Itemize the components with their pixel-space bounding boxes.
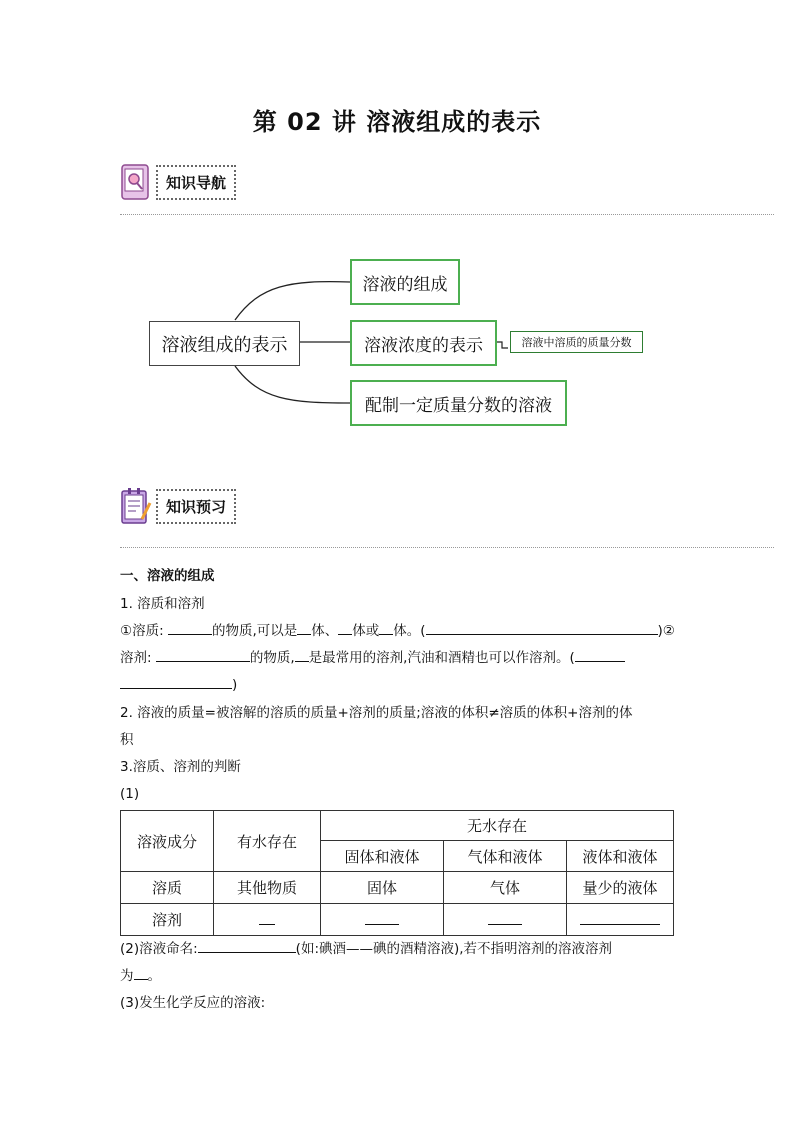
text: 体或 bbox=[352, 623, 380, 639]
blank[interactable] bbox=[338, 620, 352, 635]
text: (2)溶液命名: bbox=[120, 941, 198, 957]
table-cell-blank[interactable] bbox=[444, 904, 567, 936]
table-cell-blank[interactable] bbox=[214, 904, 321, 936]
item-solute-solvent: 1. 溶质和溶剂 bbox=[120, 596, 205, 612]
magnifier-book-icon bbox=[120, 163, 152, 201]
text: 体。( bbox=[393, 623, 426, 639]
mindmap-subbranch-mass-fraction: 溶液中溶质的质量分数 bbox=[510, 331, 643, 353]
table-header-liquid-liquid: 液体和液体 bbox=[567, 841, 674, 872]
table-cell-blank[interactable] bbox=[567, 904, 674, 936]
blank[interactable] bbox=[295, 647, 309, 662]
item-judgement: 3.溶质、溶剂的判断 bbox=[120, 759, 241, 775]
mindmap-branch-composition: 溶液的组成 bbox=[350, 259, 460, 305]
table-header-gas-liquid: 气体和液体 bbox=[444, 841, 567, 872]
divider bbox=[120, 547, 774, 548]
table-header-nowater: 无水存在 bbox=[321, 811, 674, 841]
text: 。 bbox=[147, 968, 161, 984]
section-nav-label: 知识导航 bbox=[156, 165, 236, 200]
text: )② bbox=[657, 623, 675, 639]
table-cell-solvent-label: 溶剂 bbox=[121, 904, 214, 936]
line-solvent bbox=[120, 647, 625, 669]
table-cell: 其他物质 bbox=[214, 872, 321, 904]
divider bbox=[120, 214, 774, 215]
table-header-water: 有水存在 bbox=[214, 811, 321, 872]
text: 的物质, bbox=[249, 650, 295, 666]
solute-solvent-table bbox=[120, 810, 674, 936]
text: 体、 bbox=[311, 623, 339, 639]
blank[interactable] bbox=[120, 674, 232, 689]
section-preview-label: 知识预习 bbox=[156, 489, 236, 524]
subitem-2-cont bbox=[120, 965, 161, 987]
line-solvent-cont bbox=[120, 674, 237, 696]
text: 为 bbox=[120, 968, 134, 984]
table-cell-blank[interactable] bbox=[321, 904, 444, 936]
page-title: 第 02 讲 溶液组成的表示 bbox=[252, 108, 542, 136]
blank[interactable] bbox=[575, 647, 625, 662]
item-solution-mass: 2. 溶液的质量=被溶解的溶质的质量+溶剂的质量;溶液的体积≠溶质的体积+溶剂的体 bbox=[120, 705, 633, 721]
blank[interactable] bbox=[426, 620, 658, 635]
text: ①溶质: bbox=[120, 623, 164, 639]
subitem-1: (1) bbox=[120, 786, 140, 802]
table-header-component: 溶液成分 bbox=[121, 811, 214, 872]
blank[interactable] bbox=[134, 965, 148, 980]
blank[interactable] bbox=[168, 620, 212, 635]
mindmap-branch-concentration: 溶液浓度的表示 bbox=[350, 320, 497, 366]
table-header-solid-liquid: 固体和液体 bbox=[321, 841, 444, 872]
blank[interactable] bbox=[156, 647, 250, 662]
text: 是最常用的溶剂,汽油和酒精也可以作溶剂。( bbox=[308, 650, 575, 666]
text: 的物质,可以是 bbox=[211, 623, 298, 639]
table-cell: 量少的液体 bbox=[567, 872, 674, 904]
blank[interactable] bbox=[379, 620, 393, 635]
text: 溶剂: bbox=[120, 650, 152, 666]
mindmap-branch-preparation: 配制一定质量分数的溶液 bbox=[350, 380, 567, 426]
text: ) bbox=[232, 677, 238, 693]
table-cell: 固体 bbox=[321, 872, 444, 904]
mindmap-root: 溶液组成的表示 bbox=[149, 321, 300, 366]
table-cell-solute-label: 溶质 bbox=[121, 872, 214, 904]
item-solution-mass-cont: 积 bbox=[120, 732, 134, 748]
subitem-2 bbox=[120, 938, 612, 960]
text: (如:碘酒——碘的酒精溶液),若不指明溶剂的溶液溶剂 bbox=[295, 941, 613, 957]
line-solute bbox=[120, 620, 675, 642]
blank[interactable] bbox=[198, 938, 296, 953]
heading-solution-composition: 一、溶液的组成 bbox=[120, 568, 215, 584]
subitem-3: (3)发生化学反应的溶液: bbox=[120, 995, 266, 1011]
table-cell: 气体 bbox=[444, 872, 567, 904]
section-preview-header bbox=[120, 484, 236, 528]
notepad-pencil-icon bbox=[120, 487, 152, 525]
section-nav-header bbox=[120, 160, 236, 204]
blank[interactable] bbox=[297, 620, 311, 635]
